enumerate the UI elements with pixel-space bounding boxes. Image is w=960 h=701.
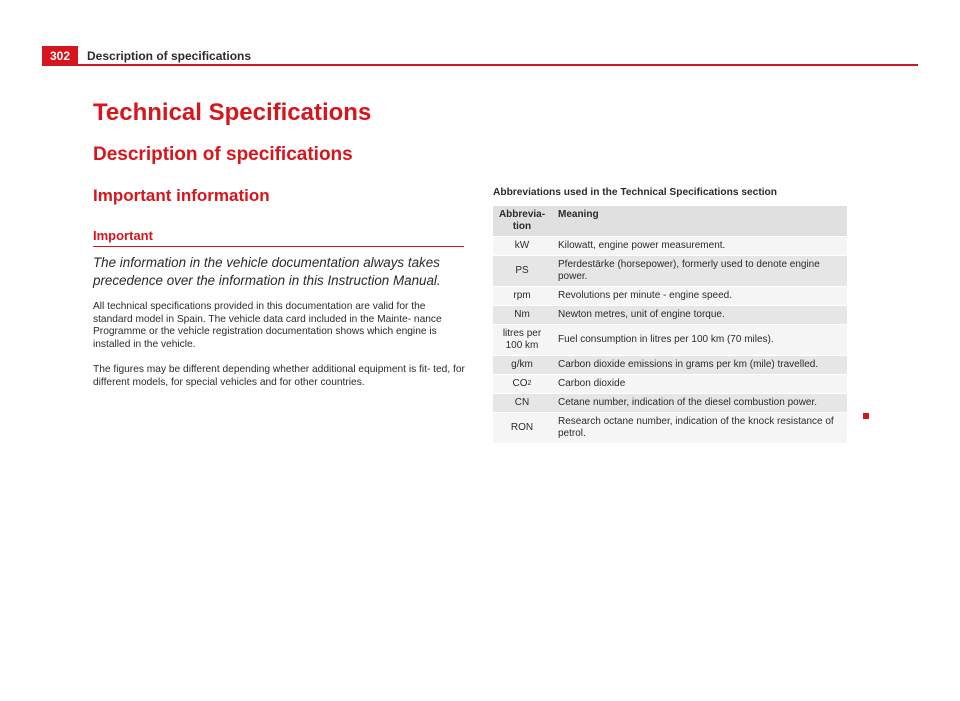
meaning-cell: Cetane number, indication of the diesel combustion power.	[558, 397, 818, 408]
meaning-cell: Carbon dioxide	[558, 378, 626, 389]
table-row	[493, 375, 847, 394]
section-title: Description of specifications	[93, 144, 353, 165]
table-row	[493, 306, 847, 325]
abbreviation-cell: kW	[514, 240, 530, 251]
table-header-row	[493, 206, 847, 237]
table-row	[493, 394, 847, 413]
page-header	[42, 46, 918, 66]
abbreviation-cell: Nm	[514, 309, 530, 320]
table-row	[493, 237, 847, 256]
abbreviation-cell	[493, 375, 551, 393]
table-row	[493, 356, 847, 375]
abbreviation-cell: PS	[515, 265, 529, 276]
page-number: 302	[42, 46, 78, 66]
table-row	[493, 325, 847, 356]
body-paragraph: All technical specifications provided in this documentation are valid for the standard model in Spain. The vehicle data card included in the Mainte- nance Programme or the vehicle registration documentation shows which engine is installed in the vehicle.	[93, 301, 442, 350]
column-header-abbreviation: Abbrevia- tion	[498, 209, 546, 232]
abbreviation-main: CO	[512, 378, 528, 389]
meaning-cell: Research octane number, indication of the knock resistance of petrol.	[558, 416, 834, 439]
abbreviation-cell: g/km	[511, 359, 533, 370]
section-end-marker	[863, 413, 869, 419]
meaning-cell: Newton metres, unit of engine torque.	[558, 309, 725, 320]
important-divider	[93, 246, 464, 247]
meaning-cell: Revolutions per minute - engine speed.	[558, 290, 732, 301]
table-row	[493, 256, 847, 287]
lead-paragraph: The information in the vehicle documentation always takes precedence over the information in this Instruction Manual.	[93, 255, 441, 288]
column-header-meaning: Meaning	[558, 209, 599, 220]
abbreviation-cell: litres per 100 km	[502, 328, 542, 351]
table-row	[493, 287, 847, 306]
abbreviation-cell: rpm	[513, 290, 531, 301]
meaning-cell: Fuel consumption in litres per 100 km (70 miles).	[558, 334, 774, 345]
table-caption: Abbreviations used in the Technical Specifications section	[493, 187, 777, 198]
important-heading: Important	[93, 228, 153, 243]
abbreviation-cell: CN	[514, 397, 530, 408]
header-divider	[78, 64, 918, 66]
abbreviations-table	[493, 206, 847, 444]
abbreviation-subscript: 2	[527, 380, 532, 387]
chapter-title: Technical Specifications	[93, 99, 372, 126]
body-paragraph: The figures may be different depending whether additional equipment is fit- ted, for different models, for special vehicles and for other countries.	[93, 364, 465, 388]
meaning-cell: Kilowatt, engine power measurement.	[558, 240, 726, 251]
meaning-cell: Carbon dioxide emissions in grams per km (mile) travelled.	[558, 359, 819, 370]
subsection-title: Important information	[93, 186, 270, 205]
table-row	[493, 413, 847, 444]
running-header-title: Description of specifications	[87, 49, 252, 63]
abbreviation-cell: RON	[510, 422, 534, 433]
meaning-cell: Pferdestärke (horsepower), formerly used to denote engine power.	[558, 259, 820, 282]
